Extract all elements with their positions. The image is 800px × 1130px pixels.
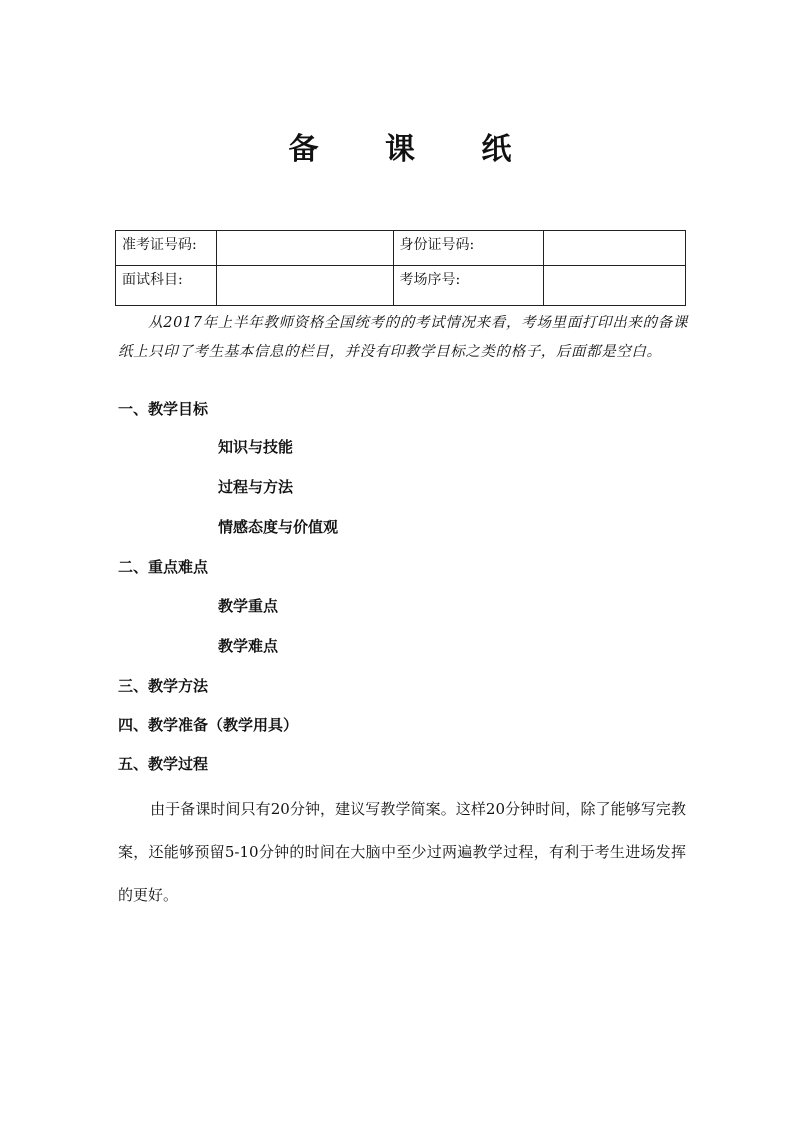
section-key-points: 二、重点难点 (118, 558, 209, 576)
candidate-info-table (115, 230, 686, 306)
intro-text: 从2017年上半年教师资格全国统考的的考试情况来看，考场里面打印出来的备课纸上只印了考生基本信息的栏目，并没有印教学目标之类的格子，后面都是空白。 (118, 315, 688, 360)
table-row (116, 231, 686, 266)
intro-paragraph (118, 309, 688, 367)
goal-emotion-values: 情感态度与价值观 (218, 518, 339, 536)
id-number-field[interactable] (544, 231, 686, 266)
subject-label: 面试科目: (116, 266, 217, 306)
seat-number-field[interactable] (544, 266, 686, 306)
section-teaching-prep: 四、教学准备（教学用具） (118, 716, 299, 734)
key-point-focus: 教学重点 (218, 597, 279, 615)
closing-paragraph (118, 788, 686, 917)
exam-number-field[interactable] (216, 231, 393, 266)
goal-knowledge-skills: 知识与技能 (218, 438, 294, 456)
id-number-label: 身份证号码: (393, 231, 544, 266)
seat-number-label: 考场序号: (393, 266, 544, 306)
closing-text: 由于备课时间只有20分钟，建议写教学简案。这样20分钟时间，除了能够写完教案，还能够预留5-10分钟的时间在大脑中至少过两遍教学过程，有利于考生进场发挥的更好。 (118, 800, 686, 904)
exam-number-label: 准考证号码: (116, 231, 217, 266)
page-title: 备 课 纸 (288, 132, 540, 167)
section-teaching-process: 五、教学过程 (118, 755, 209, 773)
table-row (116, 266, 686, 306)
section-teaching-methods: 三、教学方法 (118, 677, 209, 695)
section-teaching-goals: 一、教学目标 (118, 400, 209, 418)
subject-field[interactable] (216, 266, 393, 306)
goal-process-method: 过程与方法 (218, 478, 294, 496)
key-point-difficulty: 教学难点 (218, 637, 279, 655)
